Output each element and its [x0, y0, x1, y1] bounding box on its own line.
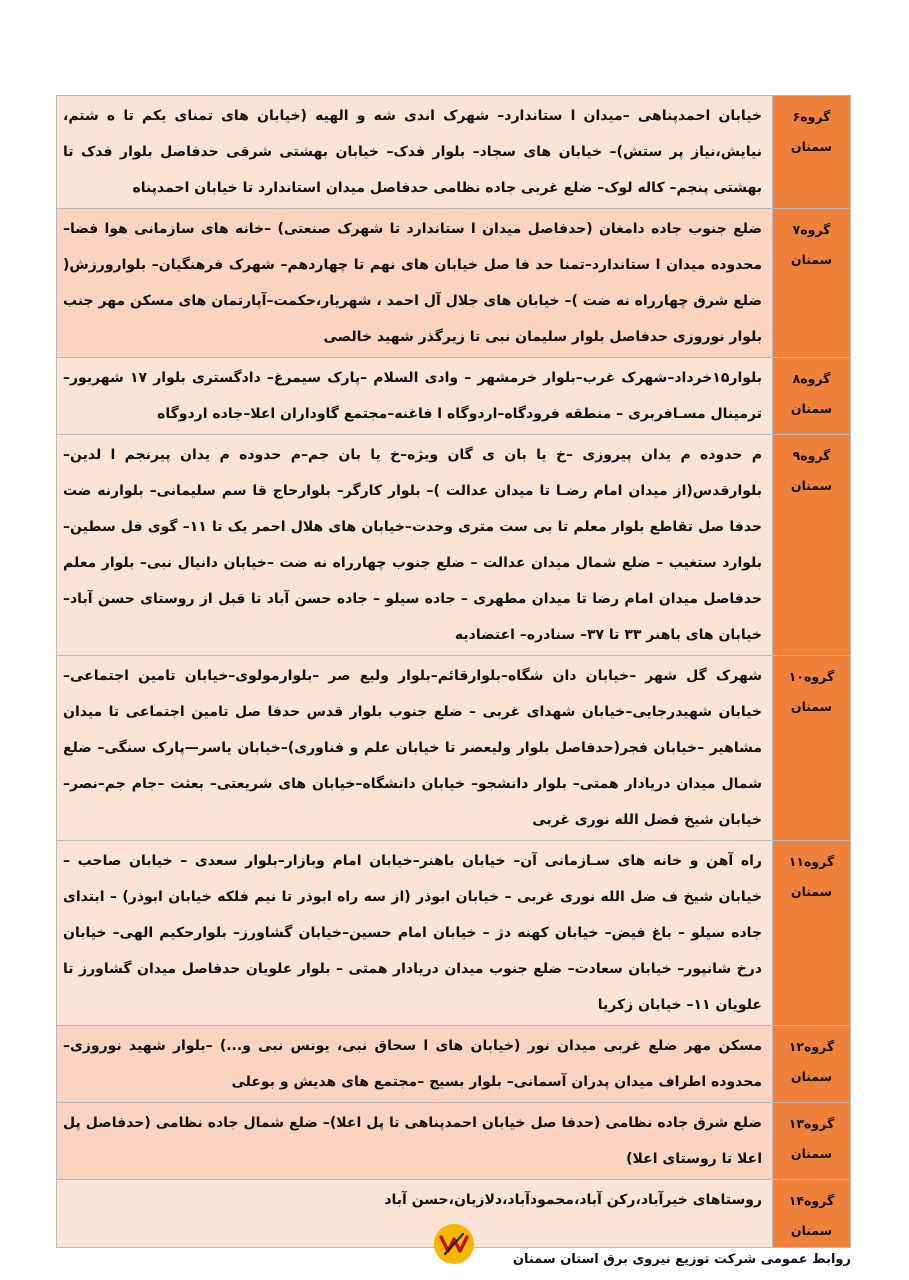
group-city: سمنان — [790, 1223, 833, 1238]
table-row — [57, 435, 851, 656]
group-label: گروه۱۳ — [788, 1116, 835, 1131]
group-city: سمنان — [790, 699, 833, 714]
group-cell — [773, 358, 851, 435]
table-row — [57, 841, 851, 1026]
outage-schedule-table — [56, 95, 851, 1248]
group-city: سمنان — [790, 1069, 833, 1084]
group-areas: م حدوده م یدان پیروزی –خ یا بان ی گان ویژه–خ یا بان جم–م حدوده م یدان پیرنجم ا لدین– بلوارقدس(از میدان امام رضـا تا میدان عدالت )– بلوار کارگر– بلوارحاج قا سم سلیمانی– بلوارنه ضت حدفا صل تقاطع بلوار معلم تا بی ست متری وحدت–خیابان های هلال احمر یک تا ۱۱– گوی فل سطین– بلوارد ستغیب – ضلع شمال میدان عدالت – ضلع جنوب چهارراه نه ضت –خیابان دانیال نبی– بلوار معلم حدفاصل میدان امام رضا تا میدان مطهری – جاده سیلو – جاده حسن آباد تا قبل از روستای حسن آباد– خیابان های باهنر ۳۳ تا ۳۷– سنادره– اعتضادیه — [57, 435, 773, 656]
company-logo-icon — [432, 1222, 476, 1266]
group-city: سمنان — [790, 139, 833, 154]
group-areas: بلوار۱۵خرداد–شهرک غرب–بلوار خرمشهر – وادی السلام –پارک سیمرغ– دادگستری بلوار ۱۷ شهریور–ترمینال مسـافربری – منطقه فرودگاه–اردوگاه ا فاغنه–مجتمع گاوداران اعلا–جاده اردوگاه — [57, 358, 773, 435]
group-areas: شهرک گل شهر –خیابان دان شگاه–بلوارقائم–بلوار ولیع صر –بلوارمولوی–خیابان تامین اجتماعی– خیابان شهیدرجایی–خیابان شهدای غربی – ضلع جنوب بلوار قدس حدفا صل تامین اجتماعی تا میدان مشاهیر –خیابان فجر(حدفاصل بلوار ولیعصر تا خیابان علم و فناوری)–خیابان یاسر—پارک سنگی– ضلع شمال میدان دریادار همتی– بلوار دانشجو– خیابان دانشگاه–خیابان های شریعتی– بعثت –جام جم–نصر–خیابان شیخ فضل الله نوری غربی — [57, 656, 773, 841]
group-city: سمنان — [790, 1146, 833, 1161]
group-city: سمنان — [790, 478, 833, 493]
group-cell — [773, 209, 851, 358]
group-label: گروه۹ — [792, 448, 831, 463]
group-cell — [773, 96, 851, 209]
group-label: گروه۷ — [792, 222, 831, 237]
group-label: گروه۱۴ — [788, 1193, 835, 1208]
group-label: گروه۱۰ — [788, 669, 835, 684]
table-row — [57, 358, 851, 435]
table-row — [57, 1103, 851, 1180]
group-city: سمنان — [790, 401, 833, 416]
group-cell — [773, 656, 851, 841]
group-areas: ضلع جنوب جاده دامغان (حدفاصل میدان ا ستاندارد تا شهرک صنعتی) –خانه های سازمانی هوا فضا– محدوده میدان ا ستاندارد–تمنا حد فا صل خیابان های نهم تا چهاردهم– شهرک فرهنگیان– بلوارورزش( ضلع شرق چهارراه نه ضت )– خیابان های جلال آل احمد ، شهریار،حکمت–آپارتمان های مسکن مهر جنب بلوار نوروزی حدفاصل بلوار سلیمان نبی تا زیرگذر شهید خالصی — [57, 209, 773, 358]
group-cell — [773, 1026, 851, 1103]
group-label: گروه۱۱ — [788, 854, 835, 869]
group-city: سمنان — [790, 884, 833, 899]
footer-text: روابط عمومی شرکت توزیع نیروی برق استان سمنان — [512, 1252, 851, 1267]
group-cell — [773, 1103, 851, 1180]
group-cell — [773, 1180, 851, 1248]
table-row — [57, 656, 851, 841]
group-areas: ضلع شرق جاده نظامی (حدفا صل خیابان احمدپناهی تا پل اعلا)– ضلع شمال جاده نظامی (حدفاصل پل اعلا تا روستای اعلا) — [57, 1103, 773, 1180]
group-label: گروه۸ — [792, 371, 831, 386]
table-row — [57, 209, 851, 358]
group-areas: خیابان احمدپناهی –میدان ا ستاندارد– شهرک اندی شه و الهیه (خیابان های تمنای یکم تا ه شتم، نیایش،نیاز پر ستش)– خیابان های سجاد– بلوار فدک– خیابان بهشتی شرقی حدفاصل بلوار فدک تا بهشتی پنجم– کاله لوک– ضلع غربی جاده نظامی حدفاصل میدان استاندارد تا خیابان احمدپناه — [57, 96, 773, 209]
table-row — [57, 96, 851, 209]
table-row — [57, 1026, 851, 1103]
group-city: سمنان — [790, 252, 833, 267]
group-areas: روستاهای خیرآباد،رکن آباد،محمودآباد،دلازیان،حسن آباد — [57, 1180, 773, 1248]
group-areas: راه آهن و خانه های سـازمانی آن– خیابان باهنر–خیابان امام وبازار–بلوار سعدی – خیابان صاحب – خیابان شیخ ف ضل الله نوری غربی – خیابان ابوذر (از سه راه ابوذر تا نیم فلکه خیابان ابوذر) – ابتدای جاده سیلو – باغ فیض– خیابان کهنه دژ – خیابان امام حسین–خیابان گشاورز– بلوارحکیم الهی– خیابان درخ شانپور– خیابان سعادت– ضلع جنوب میدان دریادار همتی – بلوار علویان حدفاصل میدان گشاورز تا علویان ۱۱– خیابان زکریا — [57, 841, 773, 1026]
group-cell — [773, 841, 851, 1026]
group-areas: مسکن مهر ضلع غربی میدان نور (خیابان های ا سحاق نبی، یونس نبی و...) –بلوار شهید نوروزی– محدوده اطراف میدان پدران آسمانی– بلوار بسیج –مجتمع های هدیش و بوعلی — [57, 1026, 773, 1103]
group-cell — [773, 435, 851, 656]
group-label: گروه۱۲ — [788, 1039, 835, 1054]
group-label: گروه۶ — [792, 109, 831, 124]
